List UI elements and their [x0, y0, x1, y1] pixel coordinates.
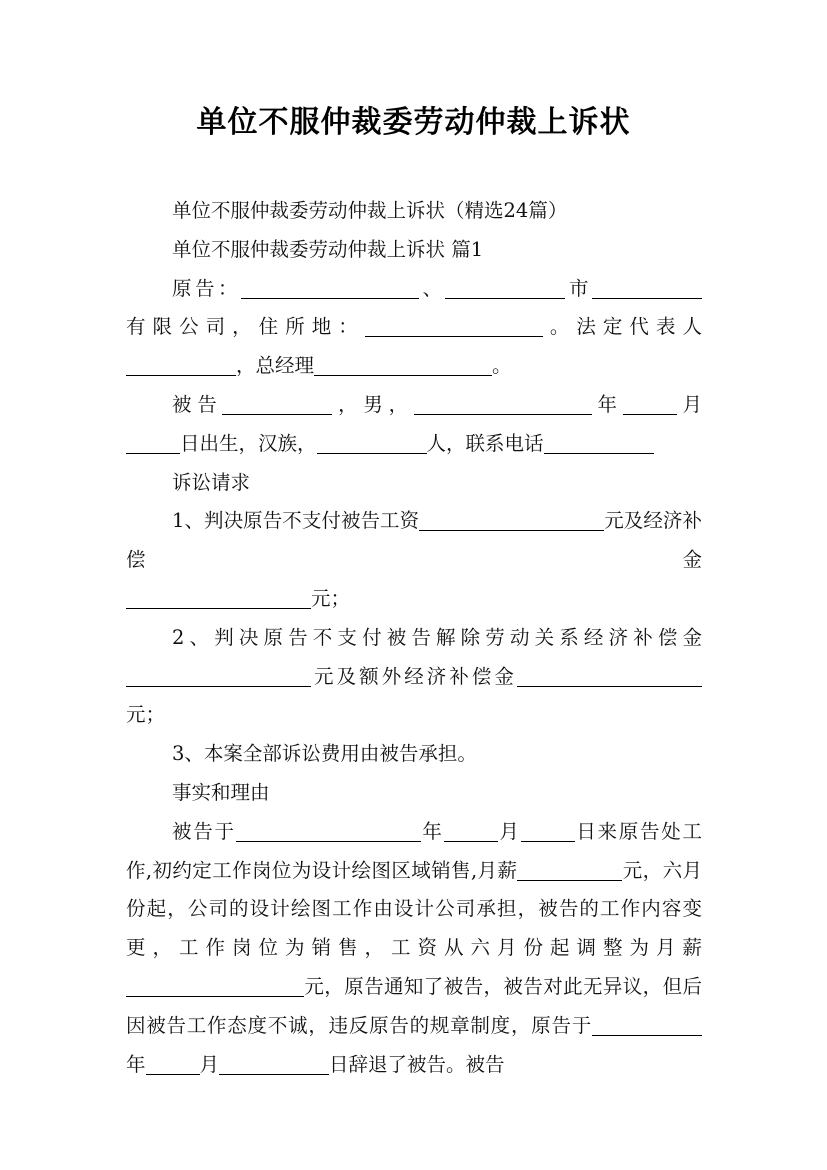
blank-field [414, 390, 592, 415]
blank-field [241, 274, 419, 299]
plaintiff-label: 原告： [172, 276, 241, 300]
paragraph-facts [126, 813, 702, 1085]
blank-field [444, 817, 498, 842]
blank-field [146, 1050, 200, 1075]
defendant-year: 年 [591, 392, 623, 416]
paragraph-claim1-line1 [126, 502, 702, 580]
facts-text-e: 元，六月份起，公司的设计绘图工作由设计公司承担，被告的工作内容变更，工作岗位为销售，工资从六月份起调整为月薪 [126, 858, 702, 960]
blank-field [126, 429, 180, 454]
blank-field [419, 506, 604, 531]
defendant-month: 月 [676, 392, 702, 416]
claim1-text-a: 1、判决原告不支付被告工资 [172, 509, 420, 533]
defendant-person-phone: 人，联系电话 [426, 431, 544, 455]
plaintiff-gm: ，总经理 [236, 354, 315, 378]
blank-field [126, 972, 304, 997]
claim2-text-a: 2、判决原告不支付被告解除劳动关系经济补偿金 [172, 625, 702, 649]
blank-field [317, 429, 427, 454]
document-title: 单位不服仲裁委劳动仲裁上诉状 [196, 105, 631, 140]
blank-field [365, 312, 543, 337]
plaintiff-separator: 、 [418, 276, 446, 300]
paragraph-defendant-line1 [126, 386, 702, 425]
blank-field [314, 351, 492, 376]
defendant-male: ，男， [332, 392, 414, 416]
blank-field [517, 662, 702, 687]
paragraph-claim2-line1 [126, 619, 702, 658]
facts-text-b: 年 [420, 819, 444, 843]
paragraph-claim3: 3、本案全部诉讼费用由被告承担。 [172, 742, 477, 766]
plaintiff-city: 市 [565, 276, 592, 300]
defendant-label: 被告 [172, 392, 223, 416]
paragraph-plaintiff-line2 [126, 308, 702, 347]
plaintiff-company: 有限公司，住所地： [126, 315, 365, 339]
blank-field [592, 274, 702, 299]
blank-field [517, 856, 622, 881]
paragraph-subtitle: 单位不服仲裁委劳动仲裁上诉状（精选24篇） [172, 199, 568, 222]
facts-text-a: 被告于 [172, 819, 236, 843]
paragraph-claims-heading: 诉讼请求 [172, 470, 251, 494]
blank-field [222, 390, 332, 415]
facts-text-d: 日来原告处工作,初约定工作岗位为设计绘图区域销售,月薪 [126, 819, 702, 882]
claim1-text-c: 元； [311, 586, 351, 610]
paragraph-plaintiff-line3 [126, 347, 702, 386]
facts-text-c: 月 [497, 819, 521, 843]
blank-field [126, 351, 236, 376]
blank-field [445, 274, 565, 299]
paragraph-claim2-line2 [126, 658, 702, 697]
document-body [126, 192, 702, 1084]
paragraph-section-heading: 单位不服仲裁委劳动仲裁上诉状 篇1 [172, 237, 484, 261]
blank-field [521, 817, 575, 842]
blank-field [623, 390, 677, 415]
plaintiff-end: 。 [492, 354, 512, 378]
paragraph-facts-heading: 事实和理由 [172, 780, 270, 804]
blank-field [592, 1011, 702, 1036]
blank-field [236, 817, 421, 842]
claim2-text-b: 元及额外经济补偿金 [311, 664, 517, 688]
plaintiff-legal-rep: 。法定代表人 [542, 315, 702, 339]
blank-field [126, 662, 311, 687]
blank-field [126, 584, 311, 609]
defendant-born: 日出生，汉族， [180, 431, 317, 455]
paragraph-plaintiff-line1 [126, 270, 702, 309]
paragraph-defendant-line2 [126, 425, 702, 464]
facts-text-g: 年 [126, 1052, 146, 1076]
blank-field [544, 429, 654, 454]
facts-text-f: 元，原告通知了被告，被告对此无异议，但后因被告工作态度不诚，违反原告的规章制度，原告于 [126, 974, 702, 1037]
facts-text-h: 月 [199, 1052, 220, 1076]
facts-text-i: 日辞退了被告。被告 [329, 1052, 505, 1076]
paragraph-claim1-line2 [126, 580, 702, 619]
claim1-text-b: 元及经济补偿金 [126, 509, 702, 572]
blank-field [219, 1050, 329, 1075]
paragraph-claim2-line3: 元； [126, 703, 166, 727]
